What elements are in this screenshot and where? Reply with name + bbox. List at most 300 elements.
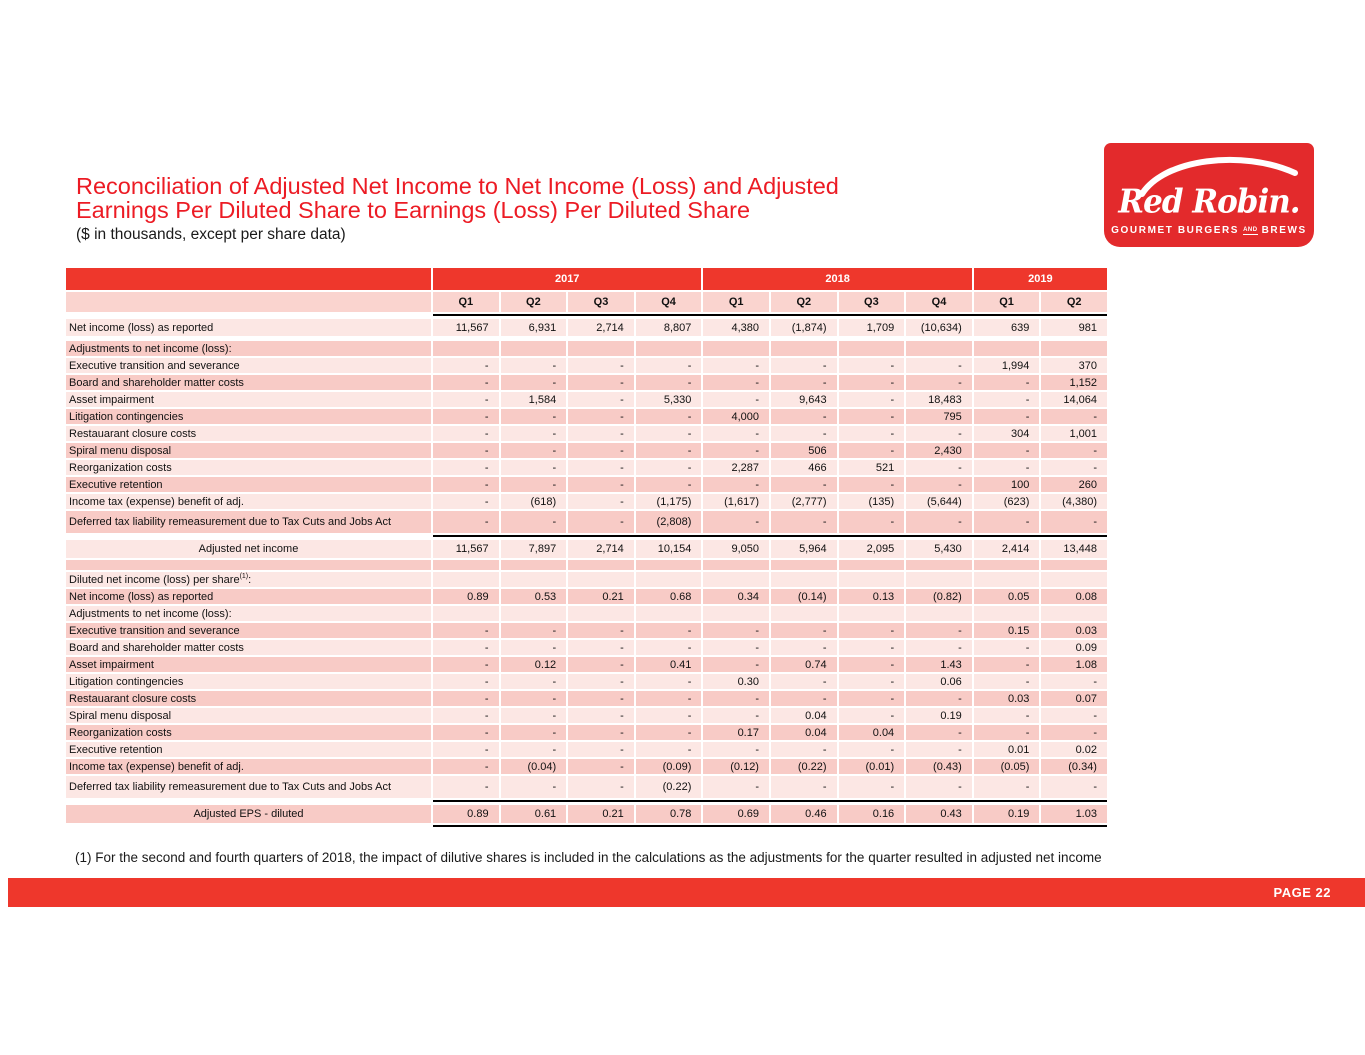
quarter-label-cell bbox=[66, 292, 431, 312]
cell: 0.16 bbox=[839, 805, 905, 823]
logo-tagline-left: GOURMET BURGERS bbox=[1111, 225, 1240, 236]
cell: - bbox=[839, 443, 905, 458]
cell: - bbox=[568, 674, 634, 689]
cell: - bbox=[433, 511, 499, 533]
cell: - bbox=[703, 443, 769, 458]
cell: - bbox=[1041, 443, 1107, 458]
cell: 0.19 bbox=[906, 708, 972, 723]
row-label: Deferred tax liability remeasurement due to Tax Cuts and Jobs Act bbox=[66, 776, 431, 798]
reconciliation-table bbox=[66, 268, 1107, 830]
cell: - bbox=[703, 392, 769, 407]
table-row bbox=[66, 674, 1107, 689]
cell: (135) bbox=[839, 494, 905, 509]
cell: 0.30 bbox=[703, 674, 769, 689]
cell: 0.46 bbox=[771, 805, 837, 823]
cell: (0.43) bbox=[906, 759, 972, 774]
row-label: Reorganization costs bbox=[66, 725, 431, 740]
cell: (2,777) bbox=[771, 494, 837, 509]
table-row bbox=[66, 725, 1107, 740]
cell: - bbox=[636, 725, 702, 740]
cell: - bbox=[1041, 674, 1107, 689]
cell: 8,807 bbox=[636, 319, 702, 336]
cell: 1,994 bbox=[974, 358, 1040, 373]
cell: - bbox=[636, 426, 702, 441]
row-label: Asset impairment bbox=[66, 657, 431, 672]
cell bbox=[974, 560, 1040, 570]
row-label: Executive transition and severance bbox=[66, 358, 431, 373]
table-row bbox=[66, 776, 1107, 798]
logo-tagline bbox=[1111, 225, 1307, 236]
cell: 2,414 bbox=[974, 540, 1040, 558]
cell: - bbox=[568, 460, 634, 475]
cell: - bbox=[906, 742, 972, 757]
row-label: Board and shareholder matter costs bbox=[66, 375, 431, 390]
cell: 1,584 bbox=[501, 392, 567, 407]
row-label: Executive transition and severance bbox=[66, 623, 431, 638]
page-title-line2: Earnings Per Diluted Share to Earnings (Loss) Per Diluted Share bbox=[76, 197, 751, 223]
cell: - bbox=[771, 511, 837, 533]
cell: - bbox=[974, 392, 1040, 407]
quarter-cell: Q3 bbox=[839, 292, 905, 312]
cell: - bbox=[906, 426, 972, 441]
cell: 5,330 bbox=[636, 392, 702, 407]
quarter-cell: Q2 bbox=[501, 292, 567, 312]
cell: - bbox=[636, 674, 702, 689]
cell: - bbox=[1041, 409, 1107, 424]
cell bbox=[906, 572, 972, 587]
cell bbox=[906, 341, 972, 356]
table-row bbox=[66, 494, 1107, 509]
cell: 0.09 bbox=[1041, 640, 1107, 655]
cell: - bbox=[433, 409, 499, 424]
cell: - bbox=[501, 375, 567, 390]
cell: (10,634) bbox=[906, 319, 972, 336]
cell bbox=[974, 572, 1040, 587]
cell: - bbox=[906, 477, 972, 492]
cell: (1,175) bbox=[636, 494, 702, 509]
total-rule bbox=[433, 800, 1107, 802]
cell: - bbox=[501, 443, 567, 458]
cell bbox=[1041, 560, 1107, 570]
table-row bbox=[66, 409, 1107, 424]
cell: (0.14) bbox=[771, 589, 837, 604]
cell bbox=[501, 606, 567, 621]
cell bbox=[433, 606, 499, 621]
cell: 1.03 bbox=[1041, 805, 1107, 823]
row-label: Adjustments to net income (loss): bbox=[66, 341, 431, 356]
cell bbox=[839, 572, 905, 587]
year-band: 2019 bbox=[974, 268, 1107, 290]
cell: 0.02 bbox=[1041, 742, 1107, 757]
table-row bbox=[66, 589, 1107, 604]
cell: 981 bbox=[1041, 319, 1107, 336]
cell: - bbox=[974, 776, 1040, 798]
table-row bbox=[66, 560, 1107, 570]
cell: 4,000 bbox=[703, 409, 769, 424]
cell: - bbox=[433, 426, 499, 441]
cell: 1.43 bbox=[906, 657, 972, 672]
cell: - bbox=[433, 623, 499, 638]
cell: (1,617) bbox=[703, 494, 769, 509]
cell: - bbox=[568, 725, 634, 740]
cell: 0.19 bbox=[974, 805, 1040, 823]
cell: - bbox=[839, 409, 905, 424]
cell: - bbox=[433, 708, 499, 723]
row-label: Asset impairment bbox=[66, 392, 431, 407]
cell: - bbox=[433, 742, 499, 757]
year-label-band bbox=[66, 268, 431, 290]
cell: - bbox=[568, 691, 634, 706]
cell: - bbox=[974, 409, 1040, 424]
cell: - bbox=[771, 691, 837, 706]
quarter-cell: Q1 bbox=[703, 292, 769, 312]
cell: (0.09) bbox=[636, 759, 702, 774]
cell: - bbox=[1041, 708, 1107, 723]
cell: - bbox=[501, 358, 567, 373]
quarter-cell: Q1 bbox=[433, 292, 499, 312]
row-label bbox=[66, 560, 431, 570]
cell: - bbox=[974, 708, 1040, 723]
row-label: Adjustments to net income (loss): bbox=[66, 606, 431, 621]
cell: 639 bbox=[974, 319, 1040, 336]
cell: (0.12) bbox=[703, 759, 769, 774]
cell: - bbox=[839, 742, 905, 757]
cell: - bbox=[636, 358, 702, 373]
cell: - bbox=[1041, 460, 1107, 475]
cell: 2,095 bbox=[839, 540, 905, 558]
cell: (0.05) bbox=[974, 759, 1040, 774]
cell: - bbox=[974, 511, 1040, 533]
table-row bbox=[66, 606, 1107, 621]
cell: - bbox=[703, 776, 769, 798]
quarter-cell: Q4 bbox=[636, 292, 702, 312]
cell: - bbox=[974, 460, 1040, 475]
cell: 0.34 bbox=[703, 589, 769, 604]
cell: - bbox=[703, 691, 769, 706]
total-rule bbox=[433, 535, 1107, 537]
cell: 0.89 bbox=[433, 805, 499, 823]
cell: (0.22) bbox=[636, 776, 702, 798]
cell: 14,064 bbox=[1041, 392, 1107, 407]
table-row bbox=[66, 341, 1107, 356]
cell: (4,380) bbox=[1041, 494, 1107, 509]
cell: - bbox=[433, 494, 499, 509]
cell: 0.04 bbox=[771, 708, 837, 723]
row-label: Adjusted EPS - diluted bbox=[66, 805, 431, 823]
quarter-cell: Q1 bbox=[974, 292, 1040, 312]
cell: - bbox=[636, 742, 702, 757]
table-row bbox=[66, 375, 1107, 390]
row-label: Litigation contingencies bbox=[66, 409, 431, 424]
cell: - bbox=[433, 759, 499, 774]
cell: - bbox=[906, 623, 972, 638]
cell: - bbox=[636, 409, 702, 424]
cell: - bbox=[501, 426, 567, 441]
cell bbox=[636, 606, 702, 621]
cell: 521 bbox=[839, 460, 905, 475]
cell: 0.53 bbox=[501, 589, 567, 604]
row-label: Restauarant closure costs bbox=[66, 691, 431, 706]
table-row bbox=[66, 742, 1107, 757]
cell bbox=[433, 341, 499, 356]
cell: - bbox=[501, 742, 567, 757]
cell: 0.78 bbox=[636, 805, 702, 823]
cell: 5,964 bbox=[771, 540, 837, 558]
quarter-header-row bbox=[66, 292, 1107, 312]
cell: 795 bbox=[906, 409, 972, 424]
cell: 0.04 bbox=[771, 725, 837, 740]
cell: 1,001 bbox=[1041, 426, 1107, 441]
cell: 466 bbox=[771, 460, 837, 475]
cell bbox=[1041, 341, 1107, 356]
row-label: Income tax (expense) benefit of adj. bbox=[66, 759, 431, 774]
cell bbox=[1041, 572, 1107, 587]
cell: - bbox=[501, 460, 567, 475]
table-row bbox=[66, 657, 1107, 672]
cell: 1,709 bbox=[839, 319, 905, 336]
cell: 0.03 bbox=[1041, 623, 1107, 638]
cell: - bbox=[568, 623, 634, 638]
cell: 0.04 bbox=[839, 725, 905, 740]
cell: - bbox=[771, 674, 837, 689]
cell bbox=[771, 606, 837, 621]
logo-tagline-and: AND bbox=[1243, 226, 1258, 233]
cell: - bbox=[568, 409, 634, 424]
page-number: PAGE 22 bbox=[1273, 885, 1331, 900]
cell: 4,380 bbox=[703, 319, 769, 336]
cell: - bbox=[501, 477, 567, 492]
cell bbox=[501, 560, 567, 570]
cell: 11,567 bbox=[433, 540, 499, 558]
cell: - bbox=[568, 392, 634, 407]
cell: - bbox=[501, 776, 567, 798]
cell: - bbox=[568, 358, 634, 373]
table-row bbox=[66, 477, 1107, 492]
cell bbox=[906, 560, 972, 570]
cell: - bbox=[703, 375, 769, 390]
cell: - bbox=[703, 511, 769, 533]
cell: - bbox=[771, 742, 837, 757]
cell: - bbox=[703, 426, 769, 441]
year-band: 2018 bbox=[703, 268, 971, 290]
table-row bbox=[66, 759, 1107, 774]
cell bbox=[703, 341, 769, 356]
cell: 0.13 bbox=[839, 589, 905, 604]
cell: - bbox=[636, 623, 702, 638]
cell: 9,643 bbox=[771, 392, 837, 407]
logo-tagline-right: BREWS bbox=[1261, 225, 1307, 236]
cell: - bbox=[703, 358, 769, 373]
cell: - bbox=[771, 426, 837, 441]
cell: - bbox=[636, 691, 702, 706]
row-label: Spiral menu disposal bbox=[66, 443, 431, 458]
cell: - bbox=[433, 776, 499, 798]
cell: - bbox=[906, 460, 972, 475]
cell: - bbox=[906, 691, 972, 706]
cell: - bbox=[703, 640, 769, 655]
cell: - bbox=[501, 708, 567, 723]
cell: 0.74 bbox=[771, 657, 837, 672]
cell: - bbox=[703, 657, 769, 672]
cell: 6,931 bbox=[501, 319, 567, 336]
cell bbox=[974, 606, 1040, 621]
row-label: Net income (loss) as reported bbox=[66, 589, 431, 604]
cell: 0.07 bbox=[1041, 691, 1107, 706]
cell: - bbox=[1041, 725, 1107, 740]
page-subtitle: ($ in thousands, except per share data) bbox=[76, 226, 346, 243]
cell: - bbox=[839, 392, 905, 407]
cell: 0.08 bbox=[1041, 589, 1107, 604]
cell: - bbox=[906, 375, 972, 390]
cell: 9,050 bbox=[703, 540, 769, 558]
cell: 5,430 bbox=[906, 540, 972, 558]
table-row bbox=[66, 572, 1107, 587]
cell: 100 bbox=[974, 477, 1040, 492]
page-title-line1: Reconciliation of Adjusted Net Income to Net Income (Loss) and Adjusted bbox=[76, 173, 839, 199]
cell: - bbox=[1041, 511, 1107, 533]
cell bbox=[839, 606, 905, 621]
cell bbox=[568, 341, 634, 356]
table-row bbox=[66, 426, 1107, 441]
cell: - bbox=[703, 742, 769, 757]
cell: (0.34) bbox=[1041, 759, 1107, 774]
cell: - bbox=[906, 725, 972, 740]
cell: 0.12 bbox=[501, 657, 567, 672]
table-row bbox=[66, 392, 1107, 407]
cell: - bbox=[433, 674, 499, 689]
cell bbox=[636, 572, 702, 587]
cell bbox=[839, 560, 905, 570]
cell: - bbox=[839, 657, 905, 672]
cell: - bbox=[636, 460, 702, 475]
cell: 2,430 bbox=[906, 443, 972, 458]
cell: - bbox=[703, 623, 769, 638]
cell: - bbox=[433, 725, 499, 740]
cell: 260 bbox=[1041, 477, 1107, 492]
cell: 304 bbox=[974, 426, 1040, 441]
cell: - bbox=[839, 358, 905, 373]
row-label: Executive retention bbox=[66, 477, 431, 492]
cell: - bbox=[568, 657, 634, 672]
row-label: Board and shareholder matter costs bbox=[66, 640, 431, 655]
cell: - bbox=[771, 358, 837, 373]
cell: 0.69 bbox=[703, 805, 769, 823]
cell: - bbox=[568, 776, 634, 798]
cell: 10,154 bbox=[636, 540, 702, 558]
cell bbox=[703, 560, 769, 570]
red-robin-logo bbox=[1104, 143, 1314, 247]
table-row bbox=[66, 640, 1107, 655]
cell: - bbox=[501, 511, 567, 533]
cell: 13,448 bbox=[1041, 540, 1107, 558]
cell: 0.05 bbox=[974, 589, 1040, 604]
cell: - bbox=[906, 640, 972, 655]
row-label: Executive retention bbox=[66, 742, 431, 757]
cell bbox=[433, 572, 499, 587]
cell bbox=[703, 606, 769, 621]
cell: - bbox=[568, 375, 634, 390]
cell: - bbox=[433, 691, 499, 706]
cell: 0.03 bbox=[974, 691, 1040, 706]
cell: 2,714 bbox=[568, 319, 634, 336]
table-row bbox=[66, 540, 1107, 558]
cell: - bbox=[839, 674, 905, 689]
cell: - bbox=[906, 358, 972, 373]
cell: - bbox=[433, 358, 499, 373]
cell: - bbox=[974, 657, 1040, 672]
cell: - bbox=[906, 511, 972, 533]
cell: (0.01) bbox=[839, 759, 905, 774]
cell: 0.61 bbox=[501, 805, 567, 823]
quarter-cell: Q4 bbox=[906, 292, 972, 312]
cell: 370 bbox=[1041, 358, 1107, 373]
cell: 1,152 bbox=[1041, 375, 1107, 390]
cell: 506 bbox=[771, 443, 837, 458]
cell: (0.04) bbox=[501, 759, 567, 774]
row-label: Adjusted net income bbox=[66, 540, 431, 558]
cell: - bbox=[839, 640, 905, 655]
cell: - bbox=[433, 460, 499, 475]
total-bottom-rule bbox=[433, 825, 1107, 827]
cell bbox=[568, 560, 634, 570]
cell: - bbox=[1041, 776, 1107, 798]
cell: - bbox=[839, 691, 905, 706]
cell: - bbox=[501, 623, 567, 638]
cell: - bbox=[974, 674, 1040, 689]
cell: 0.21 bbox=[568, 589, 634, 604]
row-label: Restauarant closure costs bbox=[66, 426, 431, 441]
footnote: (1) For the second and fourth quarters of 2018, the impact of dilutive shares is included in the calculations as the adjustments for the quarter resulted in adjusted net income bbox=[75, 850, 1102, 865]
cell: - bbox=[636, 477, 702, 492]
cell: 0.01 bbox=[974, 742, 1040, 757]
table-row bbox=[66, 443, 1107, 458]
cell bbox=[771, 341, 837, 356]
cell: - bbox=[433, 443, 499, 458]
cell: 0.68 bbox=[636, 589, 702, 604]
cell: - bbox=[839, 708, 905, 723]
cell: - bbox=[501, 674, 567, 689]
logo-wordmark: Red Robin. bbox=[1118, 183, 1300, 221]
year-header-row bbox=[66, 268, 1107, 290]
cell: - bbox=[501, 409, 567, 424]
table-row bbox=[66, 691, 1107, 706]
table-row bbox=[66, 319, 1107, 336]
cell: (0.22) bbox=[771, 759, 837, 774]
cell: - bbox=[974, 375, 1040, 390]
cell bbox=[974, 341, 1040, 356]
cell: (2,808) bbox=[636, 511, 702, 533]
cell: - bbox=[974, 640, 1040, 655]
cell: - bbox=[974, 725, 1040, 740]
cell: - bbox=[771, 776, 837, 798]
quarter-cell: Q3 bbox=[568, 292, 634, 312]
row-label: Deferred tax liability remeasurement due to Tax Cuts and Jobs Act bbox=[66, 511, 431, 533]
cell: - bbox=[839, 477, 905, 492]
cell: 7,897 bbox=[501, 540, 567, 558]
cell: - bbox=[568, 708, 634, 723]
cell bbox=[839, 341, 905, 356]
cell: - bbox=[433, 477, 499, 492]
cell: - bbox=[568, 640, 634, 655]
cell bbox=[636, 560, 702, 570]
row-label: Income tax (expense) benefit of adj. bbox=[66, 494, 431, 509]
cell: - bbox=[636, 375, 702, 390]
cell: 0.21 bbox=[568, 805, 634, 823]
header-rule bbox=[433, 314, 1107, 316]
cell: - bbox=[771, 623, 837, 638]
cell: - bbox=[839, 426, 905, 441]
cell: - bbox=[703, 708, 769, 723]
